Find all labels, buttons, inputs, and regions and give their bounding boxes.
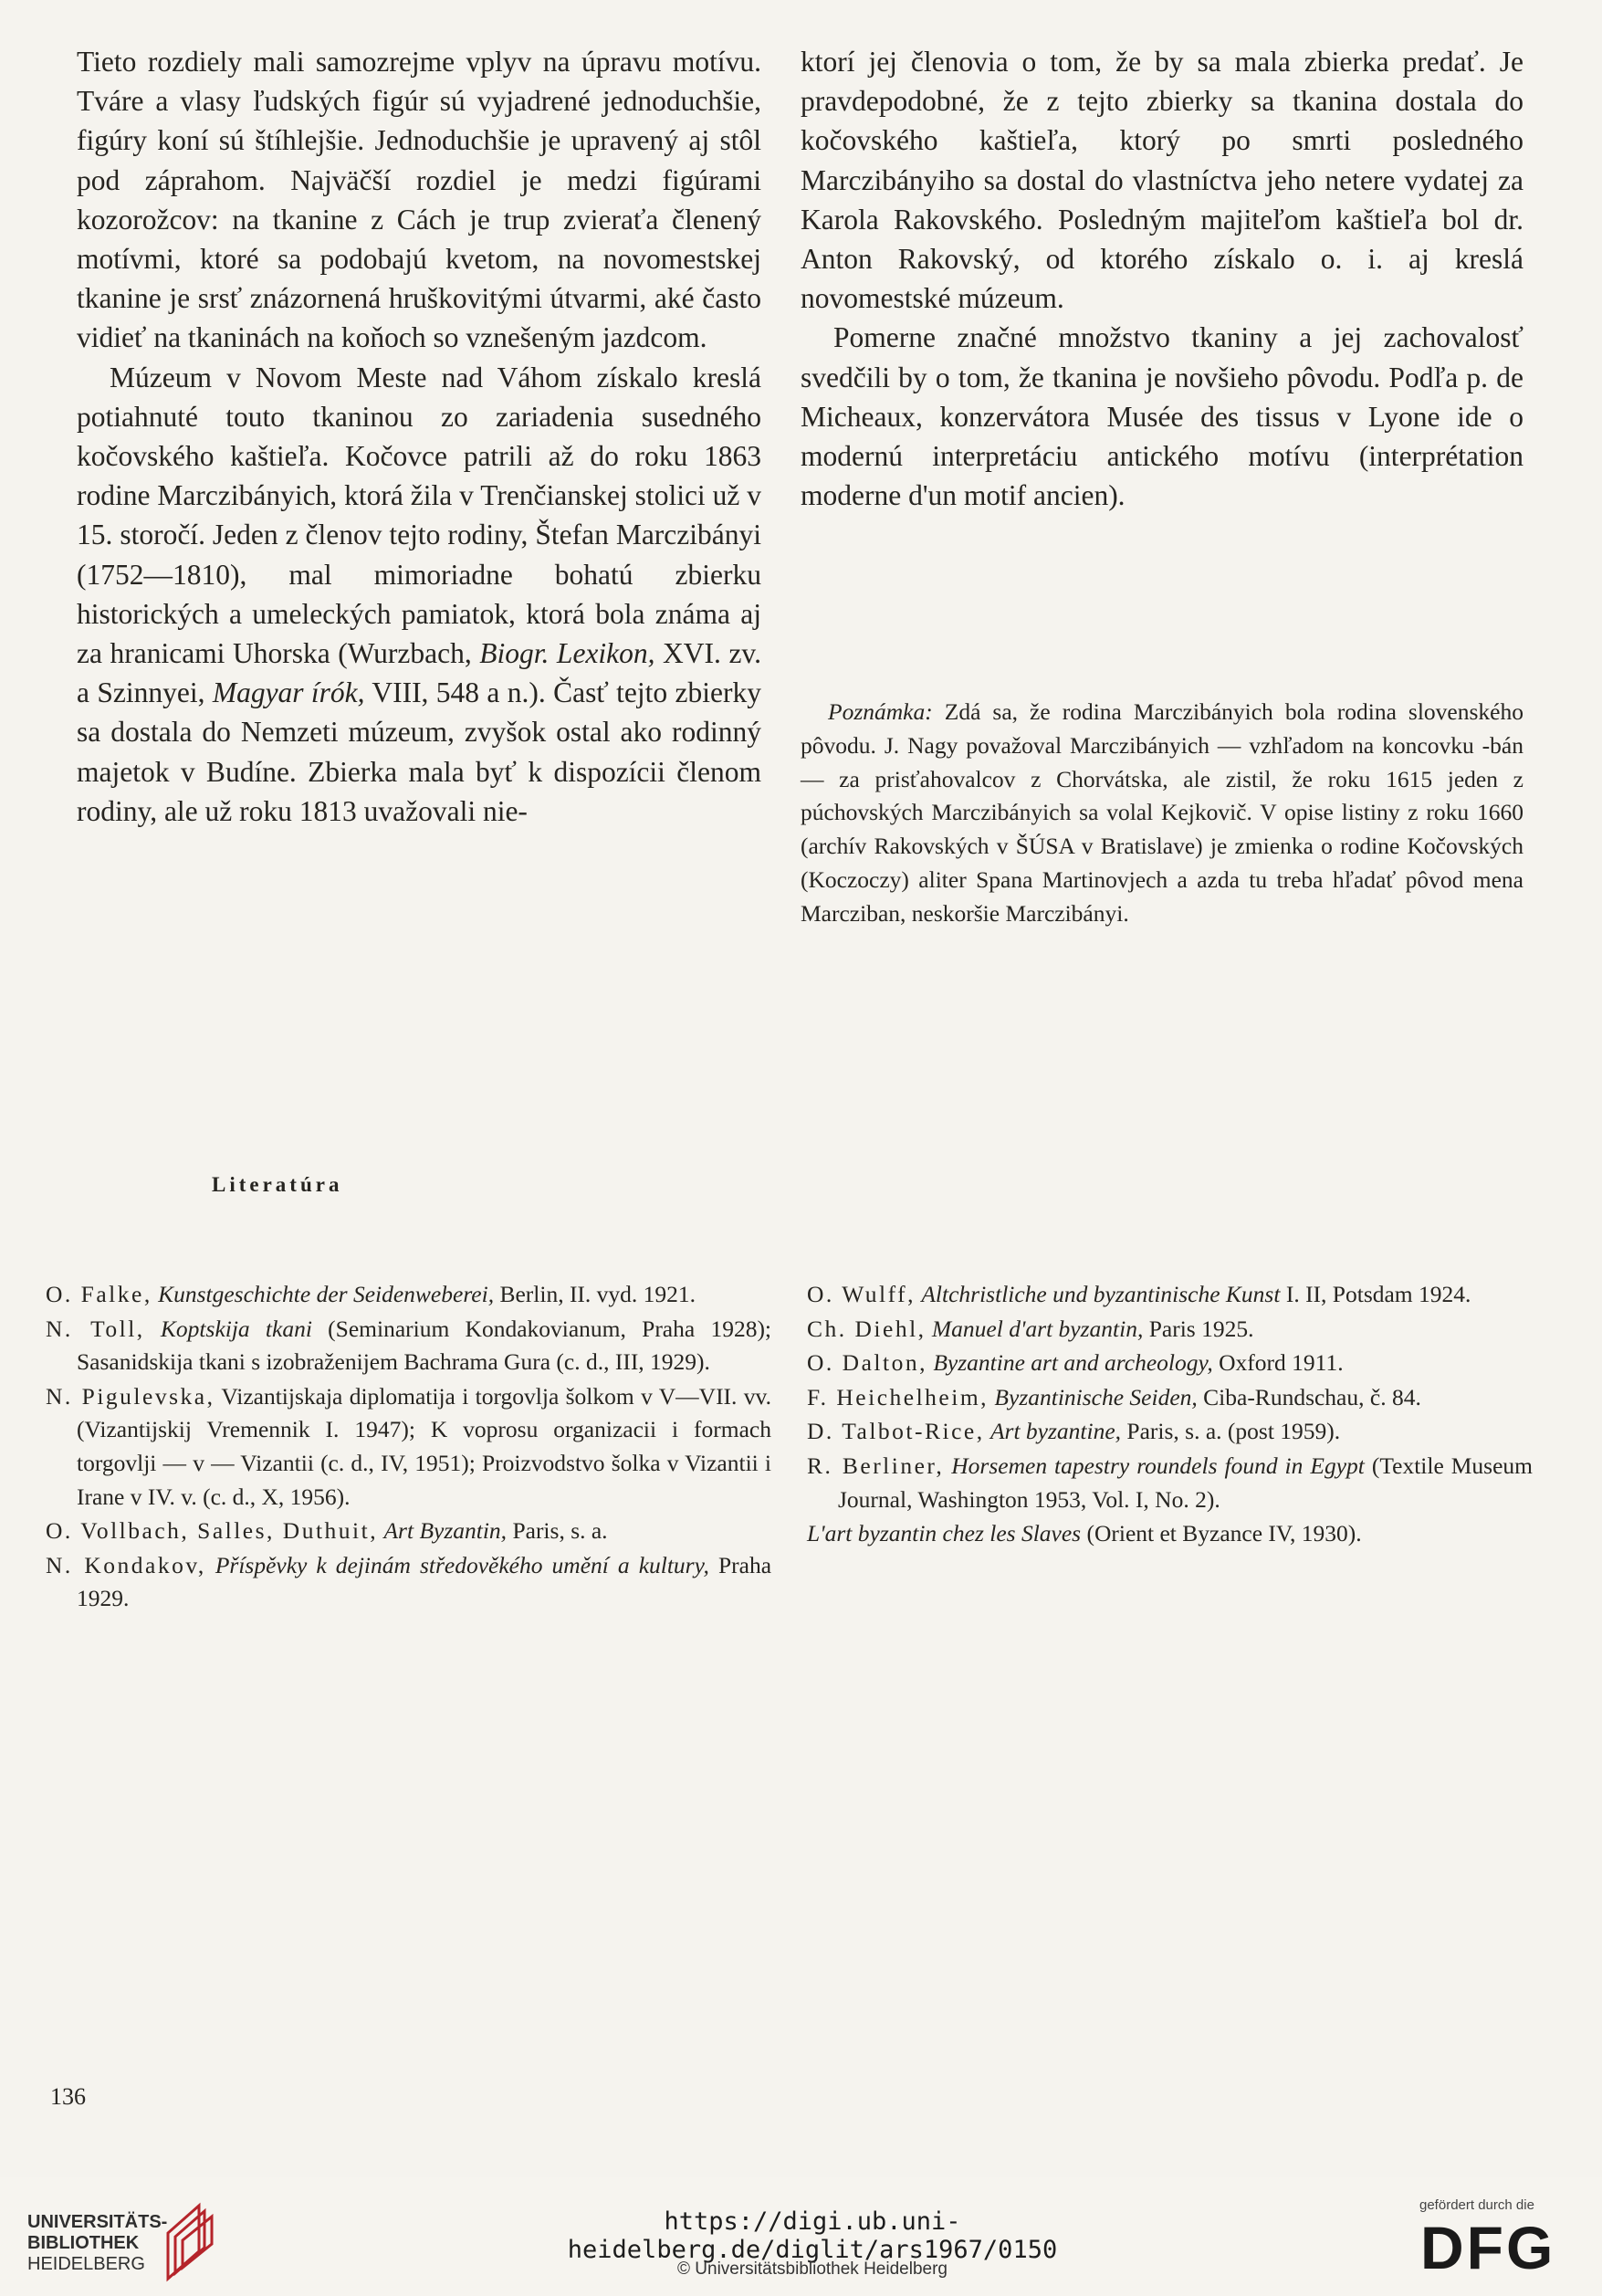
reference-rest: (Seminarium Kondakovianum, Praha 1928); Sasanidskija tkani s izobraženijem Bachrama Gura (c. d., III, 1929). <box>77 1315 772 1376</box>
reference-title: Art Byzantin, <box>383 1517 508 1545</box>
reference-author: D. Talbot-Rice, <box>807 1418 985 1445</box>
reference-rest: (Textile Museum Journal, Washington 1953, Vol. I, No. 2). <box>838 1452 1534 1513</box>
right-paragraph-2: Pomerne značné množstvo tkaniny a jej zachovalosť svedčili by o tom, že tkanina je novšieho pôvodu. Podľa p. de Micheaux, konzervátora Musée des tissus v Lyone ide o modernú interpretáciu antického motívu (interprétation moderne d'un motif ancien). <box>801 321 1523 512</box>
left-paragraph-2-italic-1: Biogr. Lexikon, <box>479 637 655 670</box>
footnote-paragraph <box>801 696 1523 931</box>
reference-author: O. Wulff, <box>807 1281 916 1307</box>
left-paragraph-2-part-a: Múzeum v Novom Meste nad Váhom získalo kreslá potiahnuté touto tkaninou zo zariadenia susedného kočovského kaštieľa. Kočovce patrili až do roku 1863 rodine Marczibányich, ktorá žila v Trenčianskej stolici už v 15. storočí. Jeden z členov tejto rodiny, Štefan Marczibányi (1752—1810), mal mimoriadne bohatú zbierku historických a umeleckých pamiatok, ktorá bola známa aj za hranicami Uhorska (Wurzbach, <box>77 361 761 670</box>
right-column-body <box>801 42 1523 515</box>
reference-title: Horsemen tapestry roundels found in Egypt <box>951 1452 1365 1479</box>
reference-title: Byzantine art and archeology, <box>933 1349 1213 1377</box>
reference-item <box>807 1381 1533 1415</box>
reference-author: N. Pigulevska, <box>46 1382 215 1410</box>
logo-line-2: BIBLIOTHEK <box>27 2233 140 2253</box>
logo-line-3: HEIDELBERG <box>27 2254 145 2274</box>
reference-item <box>807 1415 1533 1449</box>
copyright-notice: © Universitätsbibliothek Heidelberg <box>677 2259 948 2279</box>
footnote-label: Poznámka: <box>828 698 933 725</box>
reference-rest: Paris, s. a. (post 1959). <box>1121 1418 1341 1445</box>
permalink-url[interactable]: https://digi.ub.uni-heidelberg.de/diglit/ars1967/0150 <box>567 2207 1058 2264</box>
left-paragraph-2-part-b: XVI. zv. a Szinnyei, <box>77 637 762 709</box>
footnote <box>801 696 1523 931</box>
reference-title: Byzantinische Seiden, <box>994 1383 1198 1410</box>
reference-author: F. Heichelheim, <box>807 1383 989 1410</box>
reference-item <box>807 1450 1533 1516</box>
reference-author: Ch. Diehl, <box>807 1315 927 1342</box>
reference-author: N. Toll, <box>46 1315 145 1342</box>
university-library-logo[interactable] <box>27 2212 167 2275</box>
reference-rest: Ciba-Rundschau, č. 84. <box>1197 1383 1421 1410</box>
page-number: 136 <box>50 2083 86 2110</box>
reference-rest: Praha 1929. <box>77 1551 772 1612</box>
funded-by-label: gefördert durch die <box>1419 2197 1534 2213</box>
reference-item <box>807 1313 1533 1347</box>
reference-title: Koptskija tkani <box>160 1315 312 1342</box>
reference-item <box>46 1313 771 1379</box>
reference-author: O. Dalton, <box>807 1349 927 1377</box>
dfg-logo[interactable]: DFG <box>1420 2214 1556 2281</box>
logo-line-1: UNIVERSITÄTS- <box>27 2212 168 2232</box>
reference-item <box>46 1549 771 1616</box>
left-column-body <box>77 42 761 831</box>
reference-title: Art byzantine, <box>989 1418 1122 1445</box>
reference-item <box>807 1278 1533 1312</box>
reference-item <box>807 1347 1533 1380</box>
reference-author: O. Vollbach, Salles, Duthuit, <box>46 1517 379 1545</box>
reference-item <box>46 1380 771 1514</box>
references-right <box>807 1278 1533 1552</box>
reference-rest: Paris 1925. <box>1143 1315 1254 1342</box>
reference-rest: I. II, Potsdam 1924. <box>1280 1281 1471 1307</box>
reference-title: Příspěvky k dejinám středověkého umění a kultury, <box>215 1551 709 1578</box>
left-paragraph-1: Tieto rozdiely mali samozrejme vplyv na úpravu motívu. Tváre a vlasy ľudských figúr sú vyjadrené jednoduchšie, figúry koní sú štíhlejšie. Jednoduchšie je upravený aj stôl pod záprahom. Najväčší rozdiel je medzi figúrami kozorožcov: na tkanine z Cách je trup zvieraťa členený motívmi, ktoré sa podobajú kvetom, na novomestskej tkanine je srsť znázornená hruškovitými útvarmi, aké často vidieť na tkaninách na koňoch so vznešeným jazdcom. <box>77 46 761 354</box>
reference-title: Kunstgeschichte der Seidenweberei, <box>158 1281 495 1307</box>
literature-heading: Literatúra <box>212 1173 343 1196</box>
reference-item <box>807 1517 1533 1551</box>
reference-item <box>46 1278 771 1312</box>
reference-title: L'art byzantin chez les Slaves <box>807 1520 1082 1547</box>
reference-rest: (Orient et Byzance IV, 1930). <box>1081 1520 1362 1547</box>
reference-author: O. Falke, <box>46 1281 152 1307</box>
reference-author: N. Kondakov, <box>46 1551 206 1578</box>
reference-rest: Oxford 1911. <box>1212 1349 1344 1377</box>
library-emblem-icon <box>162 2200 219 2282</box>
reference-author: R. Berliner, <box>807 1452 945 1479</box>
reference-rest: Paris, s. a. <box>507 1517 608 1545</box>
left-paragraph-2-part-c: VIII, 548 a n.). Časť tejto zbierky sa dostala do Nemzeti múzeum, zvyšok ostal ako rodinný majetok v Budíne. Zbierka mala byť k dispozícii členom rodiny, ale už roku 1813 uvažovali nie- <box>77 676 761 827</box>
left-paragraph-2 <box>77 358 761 831</box>
reference-rest: Vizantijskaja diplomatija i torgovlja šolkom v V—VII. vv. (Vizantijskij Vremennik I. 1947); K voprosu organizacii i formach torgovlji — v — Vizantii (c. d., IV, 1951); Proizvodstvo šolka v Vizantii i Irane v IV. v. (c. d., X, 1956). <box>77 1382 772 1510</box>
reference-item <box>46 1515 771 1548</box>
reference-title: Altchristliche und byzantinische Kunst <box>921 1281 1281 1307</box>
reference-title: Manuel d'art byzantin, <box>931 1315 1144 1342</box>
references-left <box>46 1278 771 1617</box>
left-paragraph-2-italic-2: Magyar írók, <box>212 676 365 709</box>
reference-rest: Berlin, II. vyd. 1921. <box>494 1281 696 1307</box>
right-paragraph-1: ktorí jej členovia o tom, že by sa mala zbierka predať. Je pravdepodobné, že z tejto zbierky sa tkanina dostala do kočovského kaštieľa, ktorý po smrti posledného Marczibányiho sa dostal do vlastníctva jeho netere vydatej za Karola Rakovského. Posledným majiteľom kaštieľa bol dr. Anton Rakovský, od ktorého získalo o. i. aj kreslá novomestské múzeum. <box>801 46 1523 315</box>
footnote-text: Zdá sa, že rodina Marczibányich bola rodina slovenského pôvodu. J. Nagy považoval Marczibányich — vzhľadom na koncovku -bán — za prisťahovalcov z Chorvátska, ale zistil, že roku 1615 jeden z púchovských Marczibányich sa volal Kejkovič. V opise listiny z roku 1660 (archív Rakovských v ŠÚSA v Bratislave) je zmienka o rodine Kočovských (Koczoczy) aliter Spana Martinovjech a azda tu treba hľadať pôvod mena Marcziban, neskoršie Marczibányi. <box>801 698 1523 927</box>
